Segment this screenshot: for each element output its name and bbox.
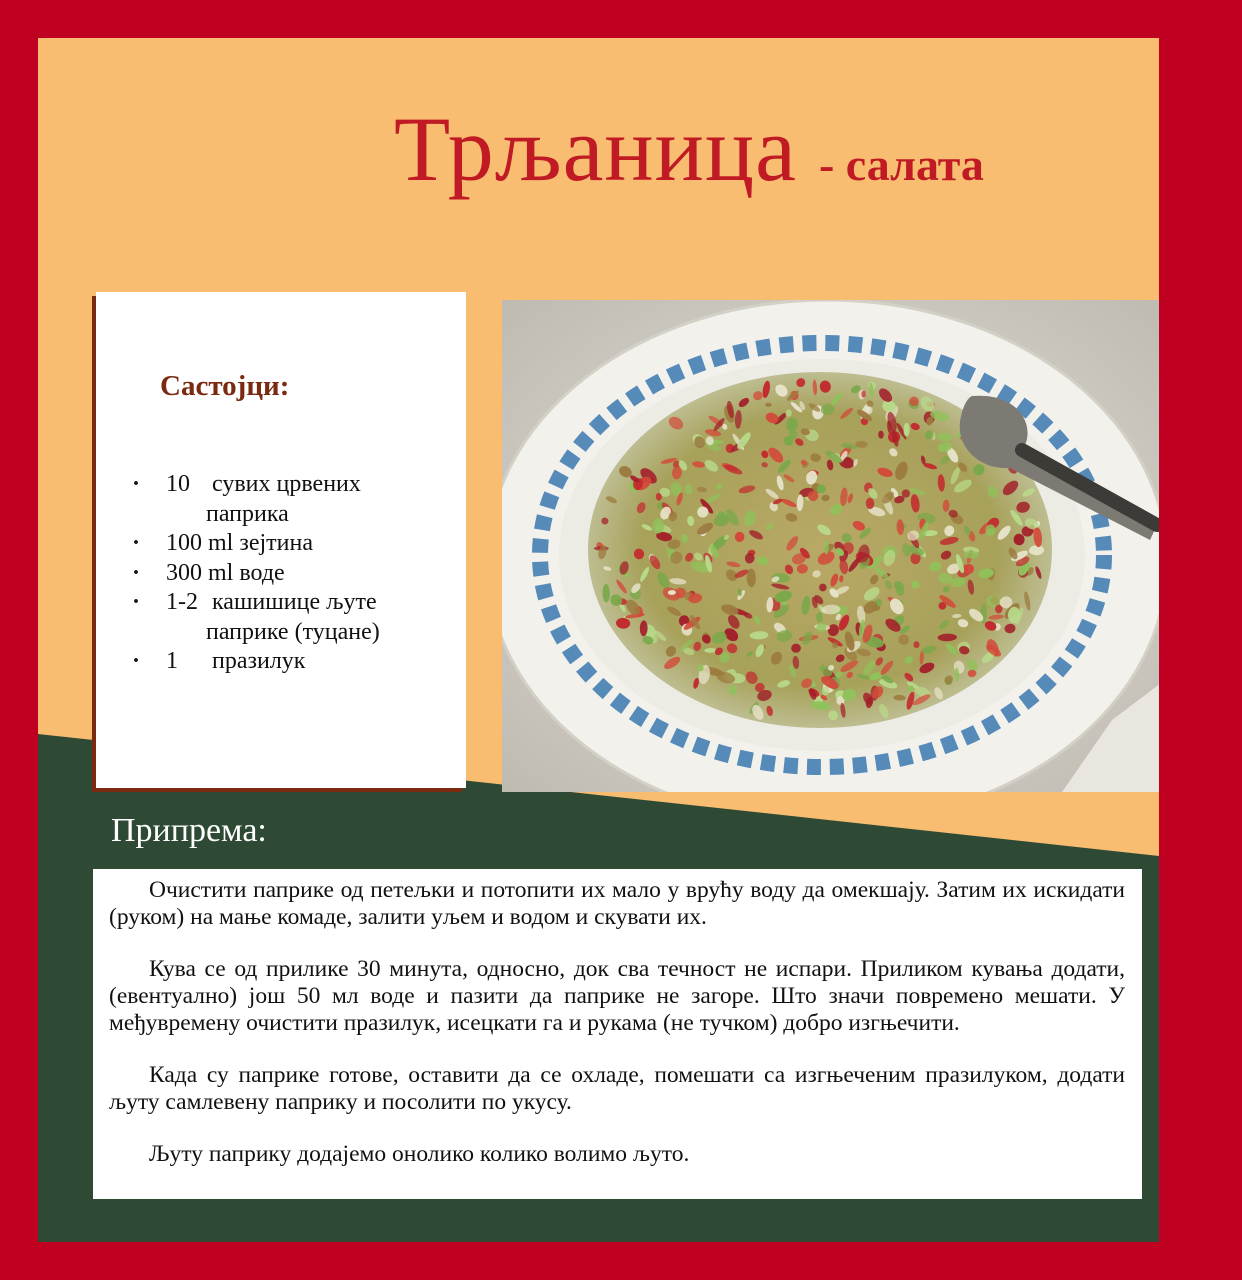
ingredient-item: [132, 588, 452, 647]
ingredients-card: [96, 292, 466, 788]
salad-bowl-image: [502, 300, 1159, 792]
preparation-paragraph: Када су паприке готове, оставити да се охладе, помешати са изгњеченим празилуком, додати љуту самлевену паприку и посолити по укусу.: [109, 1062, 1125, 1115]
salad-piece: [652, 518, 664, 533]
ingredient-qty: 10: [166, 471, 190, 497]
ingredient-text-cont: паприка: [206, 500, 289, 527]
ingredient-qty: 1-2: [166, 589, 198, 615]
ingredient-text: сувих црвених: [212, 471, 361, 497]
preparation-text: [109, 877, 1125, 1193]
ingredient-qty: 100 ml: [166, 530, 234, 556]
preparation-paragraph: Очистити паприке од петељки и потопити их мало у врућу воду да омекшају. Затим их искидати (руком) на мање комаде, залити уљем и водом и скувати их.: [109, 877, 1125, 930]
ingredient-text: зејтина: [239, 530, 313, 556]
ingredients-heading: Састојци:: [160, 370, 290, 402]
ingredient-item: [132, 559, 452, 589]
title-main: Трљаница: [394, 98, 797, 200]
ingredient-qty: 1: [166, 648, 178, 674]
preparation-paragraph: Кува се од прилике 30 минута, односно, док сва течност не испари. Приликом кувања додати, (евентуално) још 50 мл воде и пазити да паприке не загоре. Што значи повремено мешати. У међувремену очистити празилук, исецкати га и рукама (не тучком) добро изгњечити.: [109, 956, 1125, 1036]
ingredient-qty: 300 ml: [166, 559, 234, 586]
ingredient-text: кашишице љуте: [212, 589, 377, 615]
ingredient-item: [132, 647, 452, 677]
recipe-page: [38, 38, 1159, 1242]
ingredient-text: воде: [239, 559, 285, 586]
title-subtitle: - салата: [818, 139, 984, 190]
salad-piece: [862, 391, 866, 398]
ingredients-list: [132, 470, 452, 677]
preparation-paragraph: Љуту паприку додајемо онолико колико волимо љуто.: [149, 1141, 690, 1167]
ingredient-item: [132, 529, 452, 559]
preparation-box: [93, 869, 1142, 1199]
ingredient-item: [132, 470, 452, 529]
ingredient-text: празилук: [212, 648, 306, 674]
ingredient-text-cont: паприке (туцане): [206, 618, 380, 645]
recipe-title: [394, 96, 984, 202]
salad-piece: [904, 423, 910, 437]
preparation-heading: Припрема:: [111, 812, 267, 849]
salad-photo: [502, 300, 1159, 792]
